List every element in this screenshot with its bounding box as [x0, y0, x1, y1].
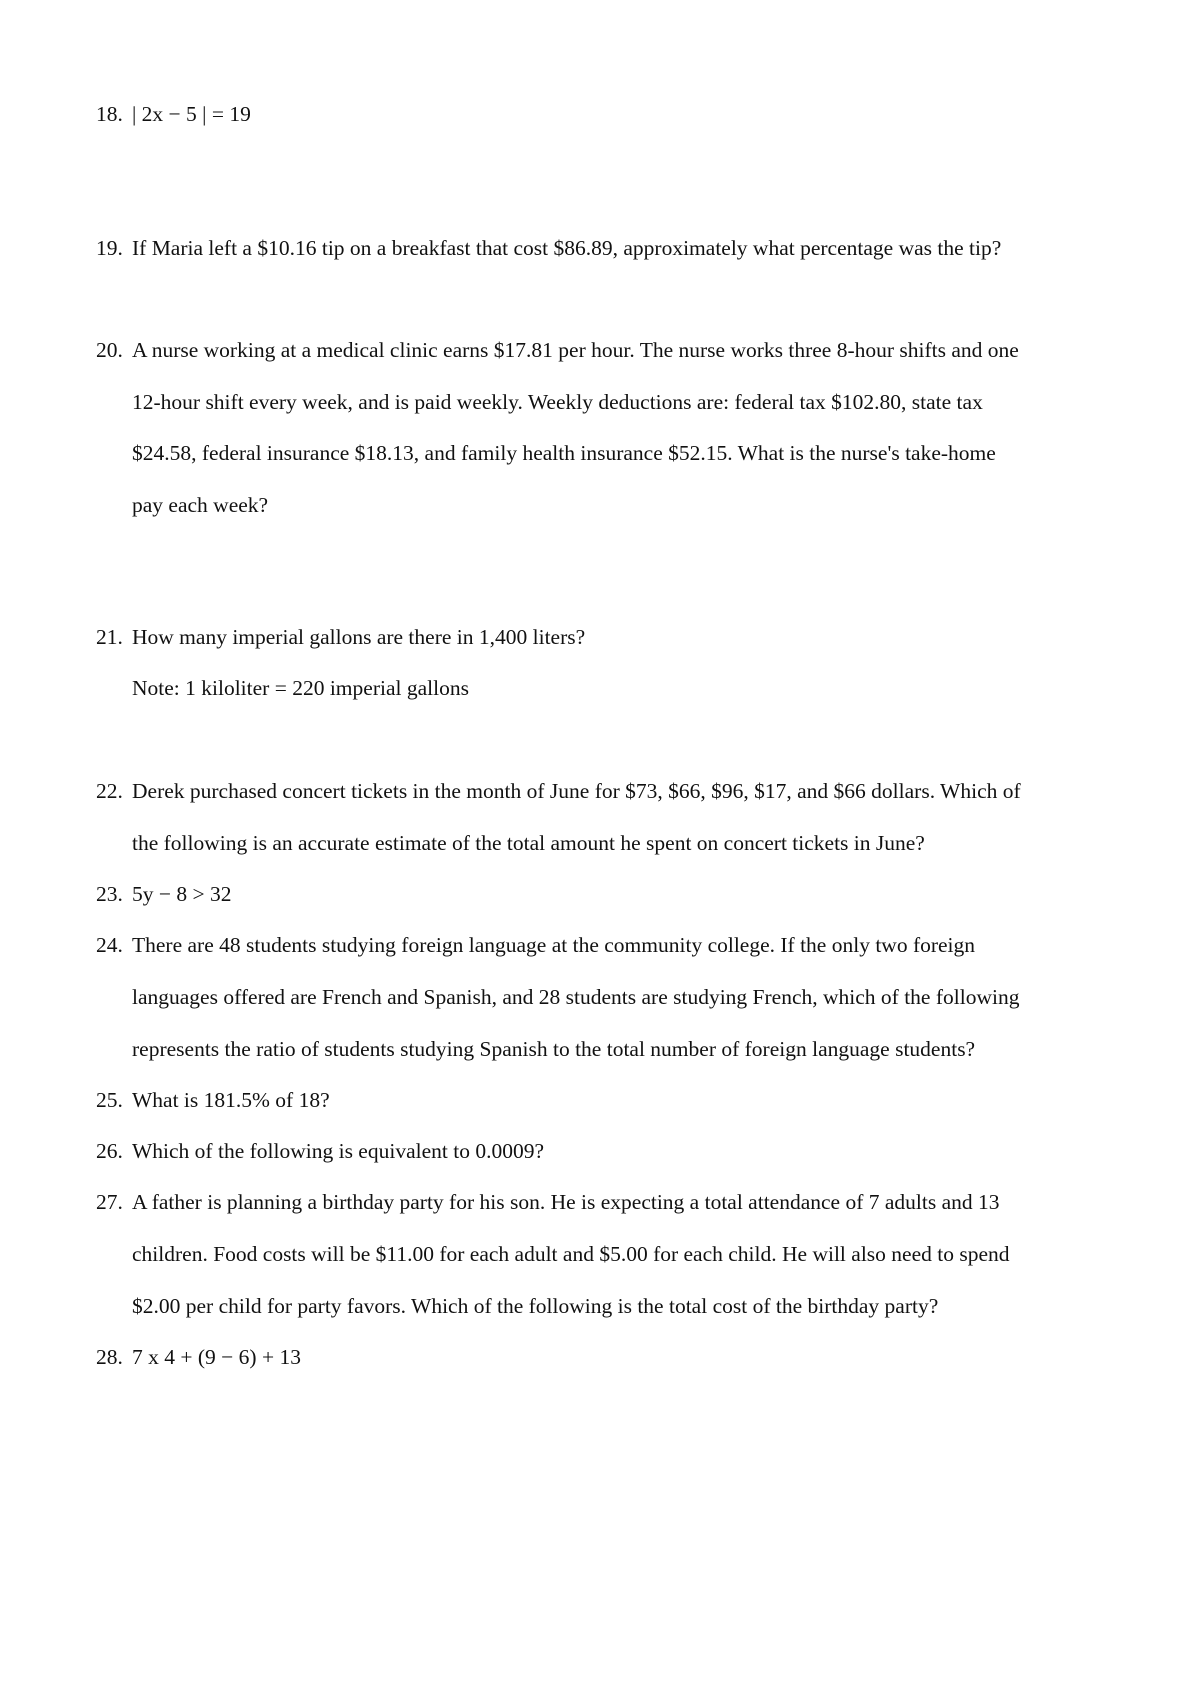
question-number: 19.	[96, 236, 123, 260]
question-number: 20.	[96, 338, 123, 362]
question-text: 7 x 4 + (9 − 6) + 13	[132, 1345, 301, 1369]
question-number: 21.	[96, 625, 123, 649]
question-text: If Maria left a $10.16 tip on a breakfast that cost $86.89, approximately what percentage was the tip?	[132, 236, 1002, 260]
question-text: What is 181.5% of 18?	[132, 1088, 330, 1112]
question-text: There are 48 students studying foreign language at the community college. If the only two foreign	[132, 933, 976, 957]
question-text: A nurse working at a medical clinic earns $17.81 per hour. The nurse works three 8-hour shifts and one	[132, 338, 1019, 362]
question-text: Which of the following is equivalent to 0.0009?	[132, 1139, 544, 1163]
question-number: 28.	[96, 1345, 123, 1369]
question-text: languages offered are French and Spanish, and 28 students are studying French, which of the following	[132, 985, 1020, 1009]
question-text: 12-hour shift every week, and is paid weekly. Weekly deductions are: federal tax $102.80, state tax	[132, 390, 983, 414]
question-text: 5y − 8 > 32	[132, 882, 232, 906]
question-text: represents the ratio of students studying Spanish to the total number of foreign language students?	[132, 1037, 976, 1061]
question-text: | 2x − 5 | = 19	[132, 102, 251, 126]
question-number: 26.	[96, 1139, 123, 1163]
question-text: children. Food costs will be $11.00 for each adult and $5.00 for each child. He will also need to spend	[132, 1242, 1010, 1266]
question-number: 18.	[96, 102, 123, 126]
question-number: 24.	[96, 933, 123, 957]
question-text: pay each week?	[132, 493, 269, 517]
question-text: $2.00 per child for party favors. Which of the following is the total cost of the birthday party?	[132, 1294, 939, 1318]
question-text: How many imperial gallons are there in 1,400 liters?	[132, 625, 586, 649]
question-number: 25.	[96, 1088, 123, 1112]
question-number: 27.	[96, 1190, 123, 1214]
question-text: $24.58, federal insurance $18.13, and family health insurance $52.15. What is the nurse's take-home	[132, 441, 996, 465]
question-text: the following is an accurate estimate of the total amount he spent on concert tickets in June?	[132, 831, 925, 855]
question-number: 23.	[96, 882, 123, 906]
question-text: Derek purchased concert tickets in the month of June for $73, $66, $96, $17, and $66 dollars. Which of	[132, 779, 1021, 803]
question-note: Note: 1 kiloliter = 220 imperial gallons	[132, 676, 469, 700]
question-text: A father is planning a birthday party for his son. He is expecting a total attendance of 7 adults and 13	[132, 1190, 1000, 1214]
question-number: 22.	[96, 779, 123, 803]
